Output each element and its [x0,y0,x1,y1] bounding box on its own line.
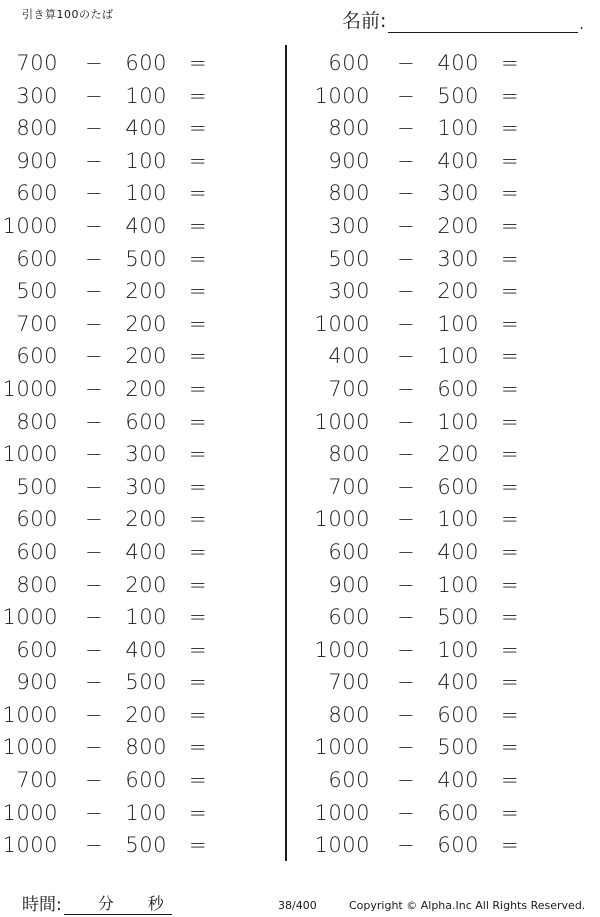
minuend: 700 [328,474,370,499]
equals-sign: = [188,409,208,434]
minuend: 900 [16,670,58,695]
equals-sign: = [500,702,520,727]
equals-sign: = [500,833,520,858]
problem-row [0,373,270,406]
minuend: 700 [328,670,370,695]
problem-row [312,731,582,764]
equals-sign: = [188,507,208,532]
minus-sign: − [397,735,416,760]
subtrahend: 800 [125,735,167,760]
subtrahend: 400 [125,637,167,662]
equals-sign: = [188,279,208,304]
minus-sign: − [85,148,104,173]
problem-row [312,243,582,276]
minuend: 1000 [314,311,370,336]
minuend: 1000 [2,702,58,727]
minuend: 700 [16,311,58,336]
minus-sign: − [85,800,104,825]
minuend: 800 [16,572,58,597]
subtrahend: 600 [437,702,479,727]
minuend: 600 [328,51,370,75]
time-field [22,890,172,915]
minuend: 600 [16,181,58,206]
subtrahend: 500 [125,670,167,695]
equals-sign: = [188,702,208,727]
equals-sign: = [188,800,208,825]
equals-sign: = [188,311,208,336]
name-field [342,6,584,33]
minus-sign: − [397,213,416,238]
problem-row [0,471,270,504]
equals-sign: = [188,116,208,141]
minus-sign: − [397,83,416,108]
minus-sign: − [397,181,416,206]
minuend: 800 [16,116,58,141]
subtrahend: 100 [437,507,479,532]
subtrahend: 300 [437,181,479,206]
page-number: 38/400 [278,899,317,912]
subtrahend: 500 [437,735,479,760]
subtrahend: 100 [125,148,167,173]
minus-sign: − [85,637,104,662]
minuend: 1000 [314,800,370,825]
minuend: 800 [328,442,370,467]
minus-sign: − [85,409,104,434]
minus-sign: − [397,507,416,532]
minus-sign: − [397,51,416,75]
subtrahend: 100 [437,116,479,141]
minus-sign: − [397,409,416,434]
minus-sign: − [397,702,416,727]
minus-sign: − [85,116,104,141]
minuend: 1000 [314,833,370,858]
minus-sign: − [397,637,416,662]
subtrahend: 400 [125,539,167,564]
subtrahend: 500 [437,83,479,108]
equals-sign: = [500,442,520,467]
problem-row [0,243,270,276]
problem-row [312,177,582,210]
equals-sign: = [500,768,520,793]
subtrahend: 400 [437,51,479,75]
equals-sign: = [500,507,520,532]
minuend: 300 [328,279,370,304]
equals-sign: = [500,148,520,173]
equals-sign: = [500,670,520,695]
subtrahend: 200 [125,376,167,401]
equals-sign: = [188,344,208,369]
left-problem-column [0,47,270,862]
minuend: 1000 [2,213,58,238]
minus-sign: − [85,246,104,271]
problem-row [0,536,270,569]
problem-row [0,666,270,699]
subtrahend: 600 [125,409,167,434]
equals-sign: = [500,572,520,597]
minus-sign: − [85,51,104,75]
minuend: 1000 [2,735,58,760]
problem-row [312,210,582,243]
minus-sign: − [85,311,104,336]
equals-sign: = [188,51,208,75]
minuend: 1000 [314,735,370,760]
problem-row [312,536,582,569]
minuend: 600 [328,768,370,793]
equals-sign: = [188,148,208,173]
subtrahend: 400 [437,670,479,695]
problem-row [312,503,582,536]
time-label: 時間: [22,895,62,915]
minus-sign: − [397,539,416,564]
subtrahend: 100 [437,409,479,434]
equals-sign: = [188,83,208,108]
subtrahend: 600 [437,833,479,858]
problem-row [312,47,582,80]
problem-row [0,177,270,210]
equals-sign: = [500,213,520,238]
seconds-label: 秒 [147,894,164,913]
subtrahend: 600 [437,800,479,825]
problem-row [312,406,582,439]
problem-row [312,797,582,830]
subtrahend: 400 [437,148,479,173]
minuend: 800 [328,702,370,727]
problem-row [312,829,582,862]
equals-sign: = [500,409,520,434]
minuend: 300 [328,213,370,238]
problem-row [312,145,582,178]
subtrahend: 400 [437,539,479,564]
subtrahend: 100 [437,637,479,662]
subtrahend: 400 [125,213,167,238]
problem-row [312,373,582,406]
problem-row [0,47,270,80]
subtrahend: 200 [437,442,479,467]
minus-sign: − [85,213,104,238]
equals-sign: = [500,637,520,662]
minuend: 1000 [314,83,370,108]
problem-row [312,112,582,145]
minuend: 600 [328,605,370,630]
equals-sign: = [500,279,520,304]
name-label: 名前: [342,10,387,32]
problem-row [0,340,270,373]
equals-sign: = [188,376,208,401]
equals-sign: = [188,768,208,793]
problem-row [312,308,582,341]
time-blank[interactable] [64,896,172,915]
equals-sign: = [188,246,208,271]
minuend: 700 [328,376,370,401]
equals-sign: = [188,539,208,564]
subtrahend: 500 [125,833,167,858]
equals-sign: = [188,181,208,206]
minuend: 1000 [2,605,58,630]
equals-sign: = [188,605,208,630]
minus-sign: − [85,376,104,401]
minus-sign: − [397,148,416,173]
minuend: 700 [16,768,58,793]
problem-row [312,471,582,504]
minus-sign: − [397,768,416,793]
minus-sign: − [397,670,416,695]
equals-sign: = [500,181,520,206]
minuend: 1000 [314,507,370,532]
subtrahend: 500 [437,605,479,630]
name-end-mark: . [579,17,584,33]
minus-sign: − [397,833,416,858]
equals-sign: = [188,572,208,597]
minuend: 600 [328,539,370,564]
subtrahend: 200 [437,279,479,304]
minus-sign: − [85,670,104,695]
subtrahend: 300 [125,474,167,499]
minus-sign: − [85,768,104,793]
minuend: 1000 [2,442,58,467]
minus-sign: − [397,572,416,597]
minus-sign: − [85,83,104,108]
minus-sign: − [397,344,416,369]
minus-sign: − [85,442,104,467]
minus-sign: − [397,279,416,304]
problem-row [0,438,270,471]
worksheet-title: 引き算100のたば [22,8,114,21]
problem-row [0,797,270,830]
subtrahend: 100 [125,800,167,825]
minus-sign: − [397,311,416,336]
minuend: 500 [16,474,58,499]
minus-sign: − [85,474,104,499]
minus-sign: − [85,279,104,304]
problem-row [0,210,270,243]
problem-row [0,601,270,634]
problem-row [312,601,582,634]
subtrahend: 100 [437,311,479,336]
problem-row [312,764,582,797]
copyright-notice: Copyright © Alpha.Inc All Rights Reserved. [349,899,586,912]
subtrahend: 200 [125,702,167,727]
equals-sign: = [188,474,208,499]
minus-sign: − [85,833,104,858]
subtrahend: 200 [437,213,479,238]
subtrahend: 300 [125,442,167,467]
minuend: 900 [16,148,58,173]
problem-row [0,80,270,113]
minuend: 600 [16,507,58,532]
equals-sign: = [188,833,208,858]
name-blank[interactable] [388,12,578,33]
minus-sign: − [397,605,416,630]
minuend: 900 [328,148,370,173]
minus-sign: − [85,344,104,369]
equals-sign: = [500,376,520,401]
problem-row [312,666,582,699]
problem-row [0,569,270,602]
equals-sign: = [500,800,520,825]
problem-row [0,308,270,341]
minuend: 500 [328,246,370,271]
minus-sign: − [85,507,104,532]
equals-sign: = [500,116,520,141]
equals-sign: = [500,605,520,630]
minuend: 300 [16,83,58,108]
minus-sign: − [397,116,416,141]
subtrahend: 100 [437,572,479,597]
problem-row [312,634,582,667]
equals-sign: = [500,344,520,369]
equals-sign: = [500,83,520,108]
equals-sign: = [188,735,208,760]
subtrahend: 600 [125,51,167,75]
problem-row [0,112,270,145]
subtrahend: 100 [125,181,167,206]
equals-sign: = [500,311,520,336]
subtrahend: 200 [125,344,167,369]
minuend: 900 [328,572,370,597]
problem-row [312,569,582,602]
minus-sign: − [85,539,104,564]
problem-row [312,80,582,113]
minuend: 600 [16,344,58,369]
problem-row [312,340,582,373]
problem-row [0,503,270,536]
subtrahend: 200 [125,507,167,532]
equals-sign: = [188,670,208,695]
subtrahend: 600 [437,474,479,499]
minuend: 1000 [2,376,58,401]
minuend: 600 [16,539,58,564]
minus-sign: − [85,605,104,630]
minuend: 1000 [314,409,370,434]
equals-sign: = [188,442,208,467]
equals-sign: = [188,213,208,238]
minuend: 800 [328,181,370,206]
subtrahend: 200 [125,311,167,336]
problem-row [312,275,582,308]
subtrahend: 200 [125,572,167,597]
subtrahend: 400 [125,116,167,141]
subtrahend: 600 [125,768,167,793]
equals-sign: = [500,51,520,75]
column-divider [285,45,287,861]
problem-row [0,829,270,862]
equals-sign: = [500,474,520,499]
problem-row [0,699,270,732]
minus-sign: − [397,442,416,467]
subtrahend: 100 [437,344,479,369]
equals-sign: = [500,246,520,271]
subtrahend: 600 [437,376,479,401]
minus-sign: − [397,246,416,271]
problem-row [0,764,270,797]
minus-sign: − [85,572,104,597]
subtrahend: 100 [125,605,167,630]
minuend: 800 [16,409,58,434]
problem-row [0,634,270,667]
equals-sign: = [500,735,520,760]
minus-sign: − [397,800,416,825]
subtrahend: 100 [125,83,167,108]
minutes-label: 分 [97,894,114,913]
problem-row [0,275,270,308]
minus-sign: − [397,474,416,499]
minus-sign: − [85,181,104,206]
minus-sign: − [397,376,416,401]
problem-row [312,438,582,471]
minuend: 600 [16,246,58,271]
minuend: 600 [16,637,58,662]
subtrahend: 500 [125,246,167,271]
problem-row [0,731,270,764]
right-problem-column [312,47,582,862]
minuend: 700 [16,51,58,75]
problem-row [312,699,582,732]
minuend: 1000 [2,833,58,858]
problem-row [0,145,270,178]
equals-sign: = [188,637,208,662]
minuend: 1000 [2,800,58,825]
minuend: 1000 [314,637,370,662]
subtrahend: 400 [437,768,479,793]
minus-sign: − [85,735,104,760]
minuend: 500 [16,279,58,304]
minuend: 800 [328,116,370,141]
subtrahend: 200 [125,279,167,304]
problem-row [0,406,270,439]
equals-sign: = [500,539,520,564]
minus-sign: − [85,702,104,727]
minuend: 400 [328,344,370,369]
subtrahend: 300 [437,246,479,271]
